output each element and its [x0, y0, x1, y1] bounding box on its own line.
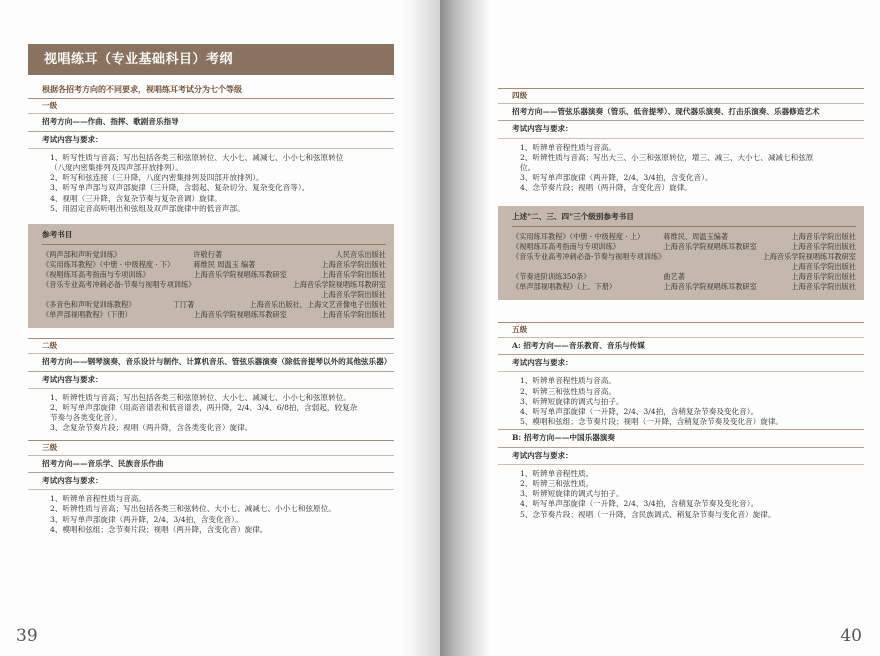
- reference-row: [42, 290, 386, 300]
- reference-row: [512, 232, 856, 242]
- reference-books-box: [28, 224, 394, 328]
- book-author: 许敬行著: [193, 250, 223, 260]
- list-item: 3、念复杂节奏片段；视唱（两升降，含各类变化音）旋律。: [50, 423, 253, 433]
- book-publisher: 上海音乐学院出版社: [791, 261, 856, 271]
- book-publisher: 上海音乐学院出版社: [791, 241, 856, 251]
- list-item: 5、念节奏片段；视唱（一升降，含民族调式、稍复杂节奏与变化音）旋律。: [520, 509, 776, 519]
- book-publisher: 上海音乐学院出版社: [321, 270, 386, 280]
- reference-books-title: 上述"二、三、四"三个级别参考书目: [512, 212, 856, 227]
- list-item: 1、听辨单音程性质。: [520, 468, 594, 478]
- book-title: 《单声部视唱教程》（下册）: [42, 310, 132, 320]
- reference-row: [512, 242, 856, 252]
- book-author: 上海音乐学院视唱练耳教研室: [193, 270, 287, 280]
- level-3-direction: 招考方向——音乐学、民族音乐作曲: [28, 456, 394, 473]
- book-publisher: 上海音乐学院视唱练耳教研室: [292, 280, 386, 290]
- level-4-items: [498, 139, 864, 196]
- reference-row: [42, 250, 386, 260]
- level-2-direction: 招考方向——钢琴演奏、音乐设计与制作、计算机音乐、管弦乐器演奏（除低音提琴以外的其他弦乐器）: [28, 354, 394, 371]
- reference-books-title: 参考书目: [42, 230, 386, 245]
- book-author: [193, 290, 289, 300]
- book-author: [663, 262, 759, 272]
- book-gutter-shadow: [440, 0, 490, 656]
- book-publisher: 人民音乐出版社: [335, 250, 386, 260]
- level-3-requirements-label: 考试内容与要求：: [28, 473, 394, 490]
- level-5a-requirements-label: 考试内容与要求：: [498, 355, 864, 372]
- list-item: 节奏与各类变化音）。: [50, 413, 123, 423]
- list-item: 1、听辨性质与音高；写出包括各类三和弦原转位、大小七、减减七、小小七和弦原转位。: [50, 392, 351, 402]
- book-publisher: 上海音乐学院出版社: [791, 271, 856, 281]
- list-item: 3、听辨短旋律的调式与拍子。: [520, 489, 624, 499]
- level-3-items: [28, 490, 394, 537]
- level-2-heading: 二级: [28, 338, 394, 354]
- book-title: 《音乐专业高考冲刺必备-节奏与视唱专项训练》: [42, 280, 196, 290]
- list-item: 3、听辨短旋律的调式与拍子。: [520, 396, 624, 406]
- list-item: 3、听写单声部旋律（两升降，2/4、3/4拍，含变化音）。: [50, 514, 243, 524]
- reference-books-box: [498, 206, 864, 300]
- list-item: 4、视唱（三升降，含复杂节奏与复杂音调）旋律。: [50, 193, 222, 203]
- level-1-direction: 招考方向——作曲、指挥、歌剧音乐指导: [28, 114, 394, 131]
- page-number: 40: [840, 626, 862, 646]
- list-item: 4、念节奏片段；视唱（两升降，含变化音）旋律。: [520, 183, 692, 193]
- level-5a-direction: A: 招考方向——音乐教育、音乐与传媒: [498, 338, 864, 355]
- list-item: 2、听写单声部旋律（用高音谱表和低音谱表，两升降，2/4、3/4、6/8拍，含弱起，较复杂: [50, 403, 358, 413]
- book-publisher: 上海音乐学院出版社: [791, 281, 856, 291]
- book-author: 蒋维民、周温玉编著: [663, 231, 729, 241]
- intro-text: 根据各招考方向的不同要求，视唱练耳考试分为七个等级: [42, 84, 242, 94]
- list-item: 1、听写性质与音高；写出包括各类三和弦原转位、大小七、减减七、小小七和弦原转位: [50, 152, 344, 162]
- reference-row: [42, 300, 386, 310]
- book-title: [512, 262, 663, 272]
- reference-row: [512, 262, 856, 272]
- reference-row: [512, 282, 856, 292]
- level-4-requirements-label: 考试内容与要求：: [498, 121, 864, 138]
- list-item: 4、听写单声部旋律（一升降，2/4、3/4拍，含稍复杂节奏及变化音）。: [520, 499, 759, 509]
- list-item: 1、听辨单音程性质与音高。: [520, 376, 616, 386]
- book-publisher: 上海音乐学院视唱练耳教研室: [762, 251, 856, 261]
- book-author: 上海音乐学院视唱练耳教研室: [663, 281, 757, 291]
- book-publisher: 上海音乐学院出版社: [321, 260, 386, 270]
- book-title: 《两声部和声听觉训练》: [42, 250, 122, 260]
- list-item: 2、听辨三和弦性质与音高。: [520, 386, 616, 396]
- reference-row: [42, 310, 386, 320]
- list-item: 2、听辨三和弦性质。: [520, 479, 594, 489]
- level-1-items: [28, 149, 394, 216]
- level-5b-direction: B: 招考方向——中国乐器演奏: [498, 429, 864, 447]
- book-publisher: 上海音乐出版社，上海文艺音像电子出版社: [249, 300, 386, 310]
- level-1-requirements-label: 考试内容与要求：: [28, 132, 394, 149]
- book-publisher: 上海音乐学院出版社: [321, 310, 386, 320]
- book-title: 《视唱练耳高考指南与专项训练》: [42, 270, 150, 280]
- level-1-heading: 一级: [28, 98, 394, 114]
- book-author: 丁汀著: [172, 300, 195, 310]
- page-number: 39: [16, 626, 38, 646]
- reference-row: [42, 260, 386, 270]
- page-title: 视唱练耳（专业基础科目）考纲: [28, 44, 394, 75]
- list-item: 位。: [520, 163, 536, 173]
- level-4-direction: 招考方向——管弦乐器演奏（管乐、低音提琴）、现代器乐演奏、打击乐演奏、乐器修造艺术: [498, 104, 864, 121]
- list-item: 4、模唱和弦组；念节奏片段；视唱（两升降，含变化音）旋律。: [50, 524, 268, 534]
- list-item: 3、听写单声部旋律（两升降，2/4、3/4拍，含变化音）。: [520, 173, 713, 183]
- book-title: 《节奏进阶训练350条》: [512, 271, 591, 281]
- list-item: 5、模唱和弦组；念节奏片段；视唱（一升降，含稍复杂节奏及变化音）旋律。: [520, 417, 784, 427]
- list-item: （八度内密集排列及四声部开放排列）。: [50, 163, 183, 173]
- book-title: 《视唱练耳高考指南与专项训练》: [512, 241, 620, 251]
- book-author: 曲艺著: [663, 271, 685, 281]
- reference-row: [42, 270, 386, 280]
- book-author: 上海音乐学院视唱练耳教研室: [663, 241, 757, 251]
- book-title: 《实用练耳教程》（中册 · 中级程度 · 上）: [512, 231, 645, 241]
- list-item: 3、听写单声部与双声部旋律（三升降，含弱起、复杂切分、复杂变化音等）。: [50, 183, 310, 193]
- right-content: [498, 88, 864, 522]
- level-4-heading: 四级: [498, 88, 864, 104]
- book-publisher: 上海音乐学院出版社: [321, 290, 386, 300]
- level-2-items: [28, 389, 394, 436]
- book-author: 上海音乐学院视唱练耳教研室: [193, 310, 287, 320]
- level-5b-items: [498, 465, 864, 522]
- list-item: 4、听写单声部旋律（一升降，2/4、3/4拍，含稍复杂节奏及变化音）。: [520, 407, 759, 417]
- book-title: 《实用练耳教程》（中册 · 中级程度 · 下）: [42, 260, 175, 270]
- book-title: 《多音色和声听觉训练教程》: [42, 300, 136, 310]
- list-item: 2、听写和弦连接（三升降，八度内密集排列及四部开放排列）。: [50, 173, 264, 183]
- level-5b-requirements-label: 考试内容与要求：: [498, 448, 864, 465]
- left-content: [28, 84, 394, 537]
- list-item: 2、听辨性质与音高；写出大三、小三和弦原转位，增三、减三、大小七、减减七和弦原: [520, 152, 814, 162]
- level-2-requirements-label: 考试内容与要求：: [28, 372, 394, 389]
- level-5-heading: 五级: [498, 322, 864, 338]
- list-item: 1、听辨单音程性质与音高。: [520, 142, 616, 152]
- reference-row: [42, 280, 386, 290]
- list-item: 1、听辨单音程性质与音高。: [50, 494, 146, 504]
- reference-row: [512, 252, 856, 262]
- book-title: [42, 290, 193, 300]
- book-publisher: 上海音乐学院出版社: [791, 231, 856, 241]
- list-item: 5、用固定音高听唱出和弦组及双声部旋律中的低音声部。: [50, 203, 245, 213]
- level-5a-items: [498, 372, 864, 429]
- right-page: [440, 0, 880, 656]
- level-3-heading: 三级: [28, 440, 394, 456]
- book-title: 《单声部视唱教程》（上、下册）: [512, 281, 617, 291]
- reference-row: [512, 272, 856, 282]
- book-author: 蒋维民 周温玉 编著: [193, 260, 256, 270]
- list-item: 2、听辨性质与音高；写出包括各类三和弦转位、大小七、减减七、小小七和弦原位。: [50, 504, 336, 514]
- book-gutter-shadow: [400, 0, 440, 656]
- book-title: 《音乐专业高考冲刺必备-节奏与视唱专项训练》: [512, 251, 666, 261]
